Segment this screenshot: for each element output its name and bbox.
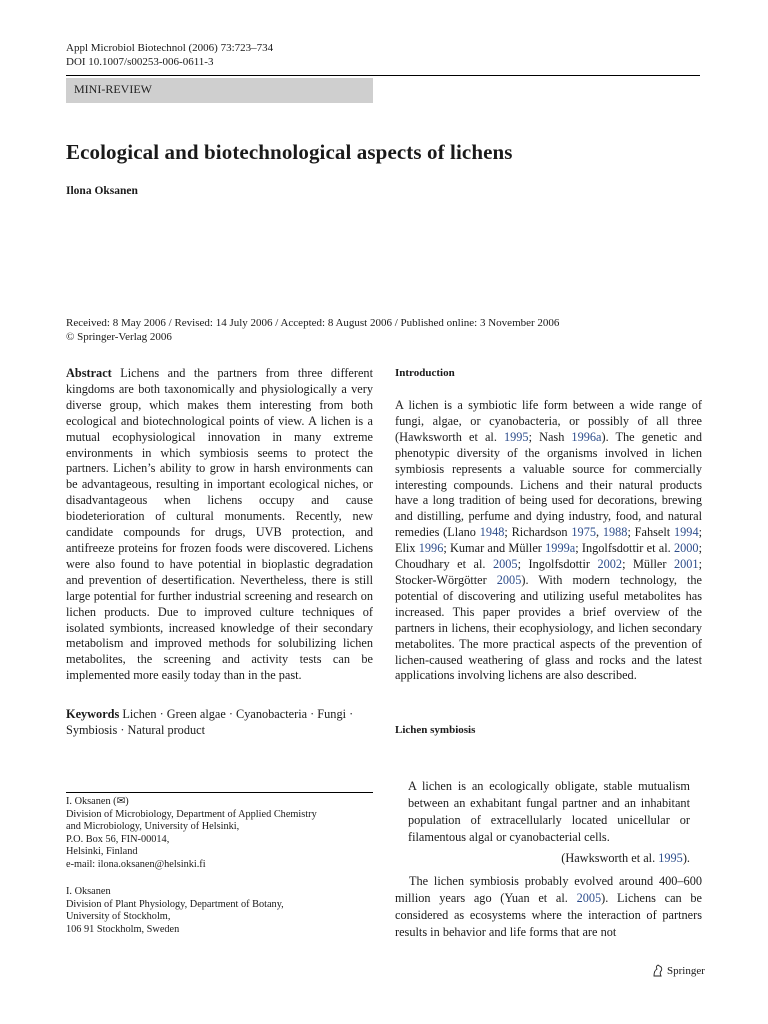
section-label-band [66, 78, 373, 103]
keywords-label: Keywords [66, 707, 120, 721]
citation-link[interactable]: 1995 [658, 851, 683, 865]
article-title: Ecological and biotechnological aspects of lichens [66, 140, 513, 164]
intro-text: ; Ingolfsdottir et al. [575, 541, 674, 556]
affiliation-1: I. Oksanen (✉) Division of Microbiology, Department of Applied Chemistry and Microbiology, University of Helsinki, P.O. Box 56, FIN-00014, Helsinki, Finland e-mail: ilona.oksanen@helsinki.fi [66, 796, 317, 870]
intro-text: ; Elix [395, 525, 703, 556]
body-text: The lichen symbiosis probably evolved around 400–600 million years ago (Yuan et al. [395, 874, 702, 905]
author-name: Ilona Oksanen [66, 185, 138, 197]
keywords-text: Lichen · Green algae · Cyanobacteria · Fungi · Symbiosis · Natural product [66, 707, 354, 737]
journal-citation: Appl Microbiol Biotechnol (2006) 73:723–734 [66, 42, 274, 54]
citation-link[interactable]: 2005 [492, 557, 518, 572]
citation-link[interactable]: 1988 [602, 525, 628, 540]
intro-text: , [595, 525, 603, 540]
citation-link[interactable]: 2005 [496, 572, 522, 587]
abstract [66, 366, 373, 684]
copyright: © Springer-Verlag 2006 [66, 331, 172, 343]
intro-text: ). With modern technology, the potential of discovering and utilizing useful metabolites has increased. This paper provides a brief overview of the partners in lichens, their ecophysiology, and lichen secondary metabolites. The more practical aspects of the prevention of lichen-caused weathering of glass and rocks and the latest applications involving lichens are also described. [395, 572, 702, 683]
affiliation-rule [66, 792, 373, 793]
citation-link[interactable]: 1975 [571, 525, 596, 540]
lichen-symbiosis-body [395, 873, 702, 941]
body-text: ). Lichens can be considered as ecosystems where the interaction of partners results in behavior and life forms that are not [395, 891, 702, 939]
publication-dates [66, 316, 559, 344]
publisher-logo [652, 964, 705, 977]
intro-text: ). The genetic and phenotypic diversity of the organisms involved in lichen symbiosis represents a valuable source for commercially interesting compounds. Lichens and their natural products have a long tradition of being used for decorations, brewing and distilling, perfume and dying industry, food, and natural remedies (Llano [395, 429, 703, 540]
publisher-name: Springer [667, 964, 705, 977]
citation-link[interactable]: 1994 [674, 525, 699, 540]
quote-citation-text: (Hawksworth et al. [561, 851, 659, 865]
citation-link[interactable]: 2002 [597, 557, 623, 572]
intro-text: ; Ingolfsdottir [517, 557, 598, 572]
header-rule [66, 75, 700, 76]
intro-text: ; Nash [528, 429, 572, 444]
citation-link[interactable]: 1996a [571, 429, 602, 444]
springer-horse-icon [652, 964, 664, 977]
citation-link[interactable]: 1948 [479, 525, 505, 540]
intro-text: A lichen is a symbiotic life form between a wide range of fungi, algae, or cyanobacteria, or possibly of all three (Hawksworth et al. [395, 398, 702, 444]
lichen-symbiosis-heading: Lichen symbiosis [395, 724, 476, 736]
abstract-text: Lichens and the partners from three different kingdoms are both taxonomically and physiologically a very diverse group, which makes them interesting from both ecological and biotechnological points of view. A lichen is a mutual ecophysiological innovation in many extreme environments in which symbiosis seems to protect the partners. Lichen’s ability to grow in harsh environments can be advantageous, resulting in important ecological niches, or disadvantageous when lichens occupy and cause biodeterioration of cultural monuments. Recently, new candidate compounds for drugs, UVB protection, and antifreeze proteins for frozen foods were discovered. Lichens were also found to have potential in bioplastic degradation and prevention of desertification. Nevertheless, there is still large potential for further industrial screening and research on lichen products. Due to improved culture techniques of isolated symbionts, increased knowledge of their secondary metabolism and improved methods for solubilizing lichen metabolites, the screening and activity tests can be implemented more easily today than in the past. [66, 366, 374, 683]
keywords [66, 707, 373, 739]
quote-citation [561, 851, 690, 866]
intro-text: ; Müller [622, 557, 674, 572]
intro-text: ; Richardson [504, 525, 572, 540]
intro-text: ; Fahselt [627, 525, 674, 540]
citation-link[interactable]: 1999a [545, 541, 576, 556]
citation-link[interactable]: 2005 [576, 891, 602, 905]
intro-text: ; Kumar and Müller [443, 541, 546, 556]
definition-quote: A lichen is an ecologically obligate, stable mutualism between an exhabitant fungal partner and an inhabitant population of extracellularly located unicellular or filamentous algal or cyanobacterial cells. [408, 779, 690, 844]
quote-citation-text: ). [682, 851, 690, 865]
history-dates: Received: 8 May 2006 / Revised: 14 July 2006 / Accepted: 8 August 2006 / Published online: 3 November 2006 [66, 317, 560, 329]
intro-text: ; Stocker-Wörgötter [395, 557, 702, 587]
section-label: MINI-REVIEW [74, 82, 152, 96]
citation-link[interactable]: 1995 [503, 429, 529, 444]
introduction-heading: Introduction [395, 367, 455, 379]
intro-text: ; Choudhary et al. [395, 541, 702, 572]
citation-link[interactable]: 2001 [673, 557, 699, 572]
doi: DOI 10.1007/s00253-006-0611-3 [66, 56, 214, 68]
citation-link[interactable]: 1996 [418, 541, 444, 556]
affiliation-2: I. Oksanen Division of Plant Physiology, Department of Botany, University of Stockholm, 106 91 Stockholm, Sweden [66, 886, 284, 935]
abstract-label: Abstract [66, 366, 112, 380]
citation-link[interactable]: 2000 [673, 541, 699, 556]
introduction-body [395, 398, 702, 684]
